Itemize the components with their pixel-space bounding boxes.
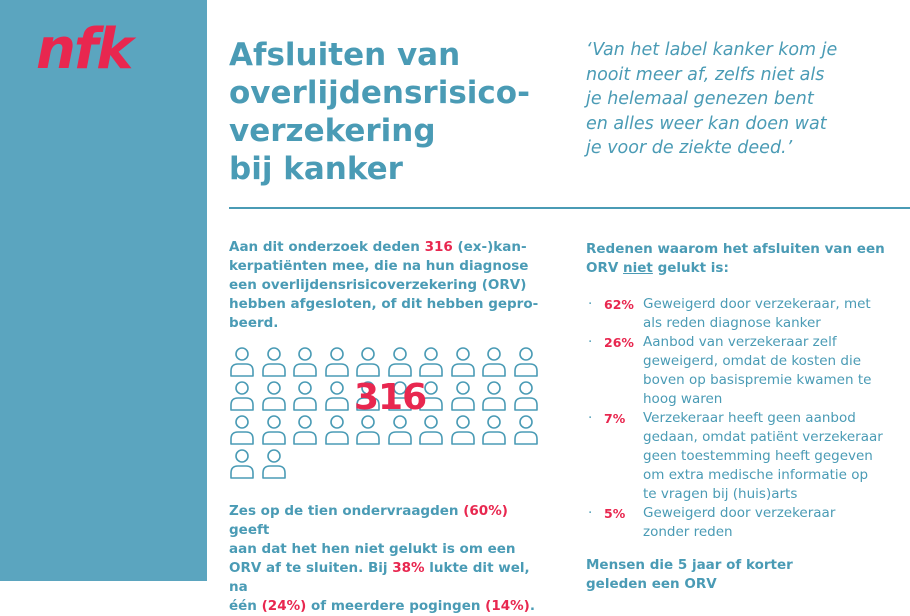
reason-percentage: 7%: [604, 411, 626, 426]
person-outline-icon: [261, 346, 287, 378]
highlight-24: (24%): [261, 598, 307, 614]
reasons-heading-line: Redenen waarom het afsluiten van een: [586, 241, 885, 257]
reason-percentage: 62%: [604, 297, 634, 312]
title-line: bij kanker: [229, 151, 403, 187]
title-line: verzekering: [229, 113, 436, 149]
person-outline-icon: [229, 380, 255, 412]
reason-line: geweigerd, omdat de kosten die: [643, 353, 862, 369]
next-section-heading: [586, 556, 906, 594]
reason-line: hoog waren: [643, 391, 723, 407]
person-outline-icon: [355, 346, 381, 378]
intro-line: hebben afgesloten, of dit hebben gepro-: [229, 296, 539, 312]
intro-line: kerpatiënten mee, die na hun diagnose: [229, 258, 529, 274]
person-outline-icon: [450, 414, 476, 446]
person-outline-icon: [229, 448, 255, 480]
person-outline-icon: [229, 346, 255, 378]
title-line: overlijdensrisico-: [229, 75, 530, 111]
person-outline-icon: [387, 414, 413, 446]
reason-item: [586, 409, 906, 504]
conclusion-text: Zes op de tien ondervraagden: [229, 503, 464, 519]
quote-line: nooit meer af, zelfs niet als: [586, 64, 825, 85]
reason-text: [643, 504, 906, 542]
reason-item: [586, 295, 906, 333]
conclusion-text: of meerdere pogingen: [306, 598, 486, 614]
conclusion-text: ORV af te sluiten. Bij: [229, 560, 393, 576]
conclusion-line: [229, 597, 549, 616]
highlight-38: 38%: [392, 560, 425, 576]
highlight-60: (60%): [463, 503, 508, 519]
title-line: Afsluiten van: [229, 37, 461, 73]
reason-item: [586, 333, 906, 409]
reason-line: boven op basispremie kwamen te: [643, 372, 872, 388]
person-outline-icon: [261, 414, 287, 446]
conclusion-text: geeft: [229, 522, 270, 538]
person-outline-icon: [324, 414, 350, 446]
person-outline-icon: [355, 414, 381, 446]
next-heading-line: geleden een ORV: [586, 576, 717, 592]
reason-percentage: 26%: [604, 335, 634, 350]
intro-text: (ex-)kan-: [452, 239, 527, 255]
person-outline-icon: [450, 346, 476, 378]
section-divider: [229, 207, 910, 209]
bullet-icon: ·: [588, 334, 593, 350]
highlight-14: (14%): [485, 598, 530, 614]
reasons-heading-line: [586, 259, 906, 278]
reason-line: als reden diagnose kanker: [643, 315, 821, 331]
person-outline-icon: [292, 414, 318, 446]
person-outline-icon: [261, 448, 287, 480]
conclusion-text: één: [229, 598, 262, 614]
person-outline-icon: [481, 380, 507, 412]
person-outline-icon: [387, 346, 413, 378]
heading-text: gelukt is:: [652, 260, 729, 276]
next-heading-line: Mensen die 5 jaar of korter: [586, 557, 793, 573]
intro-line: een overlijdensrisicoverzekering (ORV): [229, 277, 527, 293]
reason-line: Geweigerd door verzekeraar, met: [643, 296, 871, 312]
person-outline-icon: [513, 414, 539, 446]
reason-line: om extra medische informatie op: [643, 467, 869, 483]
quote-line: je helemaal genezen bent: [586, 89, 814, 109]
heading-text: ORV: [586, 260, 624, 276]
reason-line: Geweigerd door verzekeraar: [643, 505, 836, 521]
intro-text: Aan dit onderzoek deden: [229, 239, 425, 255]
page-title: [229, 36, 569, 188]
reason-line: Aanbod van verzekeraar zelf: [643, 334, 837, 350]
person-outline-icon: [292, 380, 318, 412]
sidebar-band: [0, 0, 207, 581]
conclusion-line: [229, 502, 549, 540]
person-outline-icon: [324, 346, 350, 378]
person-outline-icon: [513, 380, 539, 412]
participant-count: 316: [424, 239, 453, 255]
conclusion-line: [229, 559, 549, 597]
person-outline-icon: [261, 380, 287, 412]
person-outline-icon: [450, 380, 476, 412]
intro-line: [229, 238, 549, 257]
conclusion-line: aan dat het hen niet gelukt is om een: [229, 541, 516, 557]
reason-line: geen toestemming heeft gegeven: [643, 448, 873, 464]
person-outline-icon: [513, 346, 539, 378]
person-outline-icon: [292, 346, 318, 378]
pull-quote: [586, 38, 886, 161]
underlined-word: niet: [623, 260, 653, 276]
reason-line: Verzekeraar heeft geen aanbod: [643, 410, 856, 426]
big-number: 316: [354, 377, 427, 418]
person-outline-icon: [481, 346, 507, 378]
quote-line: en alles weer kan doen wat: [586, 113, 827, 134]
intro-line: beerd.: [229, 315, 279, 331]
quote-line: ‘Van het label kanker kom je: [586, 40, 838, 60]
reason-line: gedaan, omdat patiënt verzekeraar: [643, 429, 883, 445]
person-outline-icon: [418, 346, 444, 378]
bullet-icon: ·: [588, 410, 593, 426]
reason-text: [643, 333, 906, 409]
reason-text: [643, 409, 906, 504]
reason-line: te vragen bij (huis)arts: [643, 486, 798, 502]
reason-percentage: 5%: [604, 506, 626, 521]
reasons-heading: [586, 240, 906, 278]
bullet-icon: ·: [588, 505, 593, 521]
intro-paragraph: [229, 238, 549, 333]
person-outline-icon: [418, 414, 444, 446]
person-outline-icon: [229, 414, 255, 446]
bullet-icon: ·: [588, 296, 593, 312]
reasons-list: [586, 295, 906, 542]
conclusion-paragraph: [229, 502, 549, 616]
reason-text: [643, 295, 906, 333]
reason-item: [586, 504, 906, 542]
nfk-logo: nfk: [36, 17, 132, 82]
person-outline-icon: [481, 414, 507, 446]
reason-line: zonder reden: [643, 524, 733, 540]
conclusion-text: lukte dit wel, na: [229, 560, 530, 595]
quote-line: je voor de ziekte deed.’: [586, 138, 793, 158]
person-outline-icon: [324, 380, 350, 412]
conclusion-text: .: [529, 598, 535, 614]
